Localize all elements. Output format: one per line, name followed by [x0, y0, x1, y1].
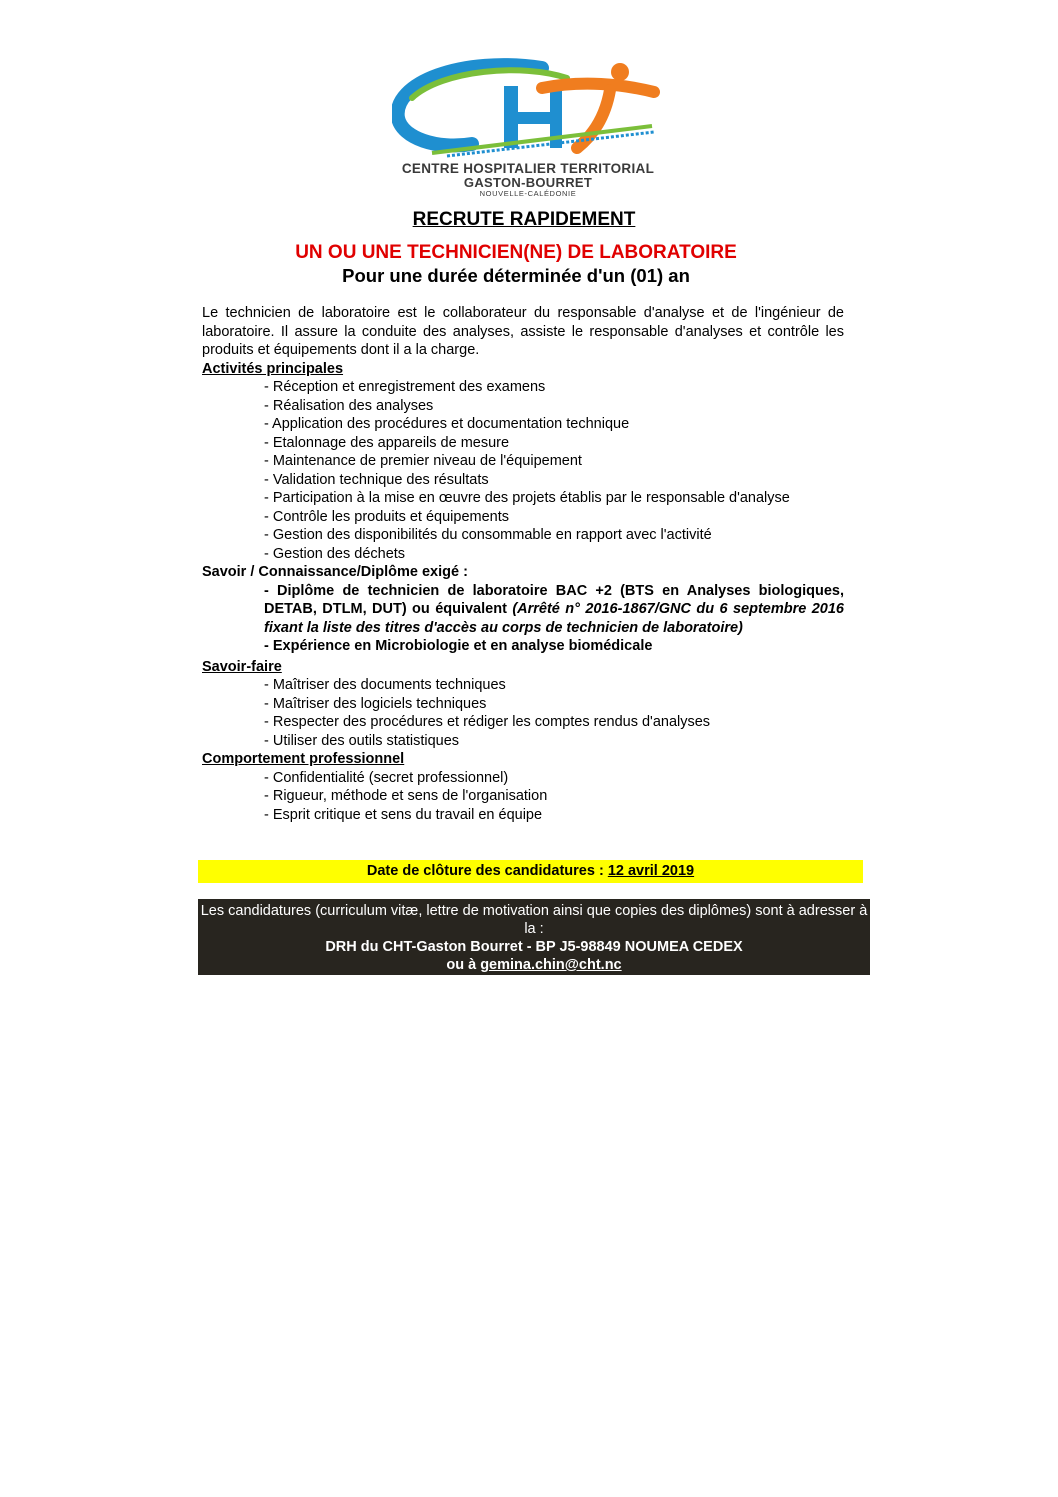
list-item: - Maîtriser des documents techniques [264, 677, 506, 693]
list-item: - Application des procédures et documentation technique [264, 416, 630, 432]
list-item: - Réalisation des analyses [264, 397, 434, 414]
contact-intro: Les candidatures (curriculum vitæ, lettre de motivation ainsi que copies des diplômes) sont à adresser à la : [200, 903, 868, 937]
list-item: - Maintenance de premier niveau de l'équipement [264, 453, 582, 469]
deadline-date: 12 avril 2019 [607, 863, 695, 879]
heading-duree: Pour une durée déterminée d'un (01) an [342, 265, 690, 286]
cht-logo-mark [392, 58, 664, 162]
list-item-experience: - Expérience en Microbiologie et en analyse biomédicale [264, 638, 653, 654]
list-item: - Contrôle les produits et équipements [264, 508, 510, 525]
section-title-activites: Activités principales [202, 360, 344, 377]
savoir-faire-list [202, 676, 844, 750]
deadline-banner [198, 860, 863, 883]
contact-email-link[interactable]: gemina.chin@cht.nc [480, 957, 622, 973]
list-item: - Utiliser des outils statistiques [264, 732, 460, 749]
job-description [202, 304, 844, 824]
intro-paragraph: Le technicien de laboratoire est le collaborateur du responsable d'analyse et de l'ingénieur de laboratoire. Il assure la conduite des analyses, assiste le responsable d'analyses et contrôle les produits et équipements dont il a la charge. [202, 305, 844, 358]
logo-line3: NOUVELLE-CALÉDONIE [479, 189, 577, 198]
list-item: - Réception et enregistrement des examens [264, 379, 546, 395]
activites-list [202, 378, 844, 563]
arrete-text: (Arrêté n° 2016-1867/GNC du 6 septembre 2016 fixant la liste des titres d'accès au corps de technicien de laboratoire) [264, 601, 844, 636]
contact-box [198, 899, 870, 975]
list-item: - Validation technique des résultats [264, 471, 489, 488]
section-title-savoir-faire: Savoir-faire [202, 658, 282, 675]
list-item-diplome [264, 582, 844, 638]
list-item: - Maîtriser des logiciels techniques [264, 695, 487, 712]
list-item: - Etalonnage des appareils de mesure [264, 434, 510, 451]
list-item: - Gestion des disponibilités du consommable en rapport avec l'activité [264, 527, 712, 543]
section-title-comportement: Comportement professionnel [202, 751, 405, 767]
list-item: - Esprit critique et sens du travail en équipe [264, 806, 543, 823]
section-title-savoir: Savoir / Connaissance/Diplôme exigé : [202, 564, 468, 580]
logo-line2: GASTON-BOURRET [463, 175, 593, 190]
list-item: - Confidentialité (secret professionnel) [264, 769, 509, 786]
heading-recrute: RECRUTE RAPIDEMENT [412, 209, 636, 230]
diplome-text: - Diplôme de technicien de laboratoire BAC +2 (BTS en Analyses biologiques, DETAB, DTLM, DUT) ou équivalent [264, 582, 844, 617]
deadline-label: Date de clôture des candidatures : [366, 863, 608, 879]
contact-address: DRH du CHT-Gaston Bourret - BP J5-98849 NOUMEA CEDEX [325, 939, 743, 955]
comportement-list [202, 769, 844, 825]
savoir-list [202, 582, 844, 656]
list-item: - Respecter des procédures et rédiger les comptes rendus d'analyses [264, 714, 711, 730]
list-item: - Participation à la mise en œuvre des projets établis par le responsable d'analyse [264, 490, 790, 506]
list-item: - Gestion des déchets [264, 545, 406, 562]
logo-line1: CENTRE HOSPITALIER TERRITORIAL [401, 161, 655, 176]
contact-or: ou à [446, 957, 481, 973]
cht-logo [392, 58, 664, 200]
list-item: - Rigueur, méthode et sens de l'organisation [264, 788, 548, 804]
contact-email-line [198, 956, 870, 974]
heading-poste: UN OU UNE TECHNICIEN(NE) DE LABORATOIRE [295, 242, 737, 263]
